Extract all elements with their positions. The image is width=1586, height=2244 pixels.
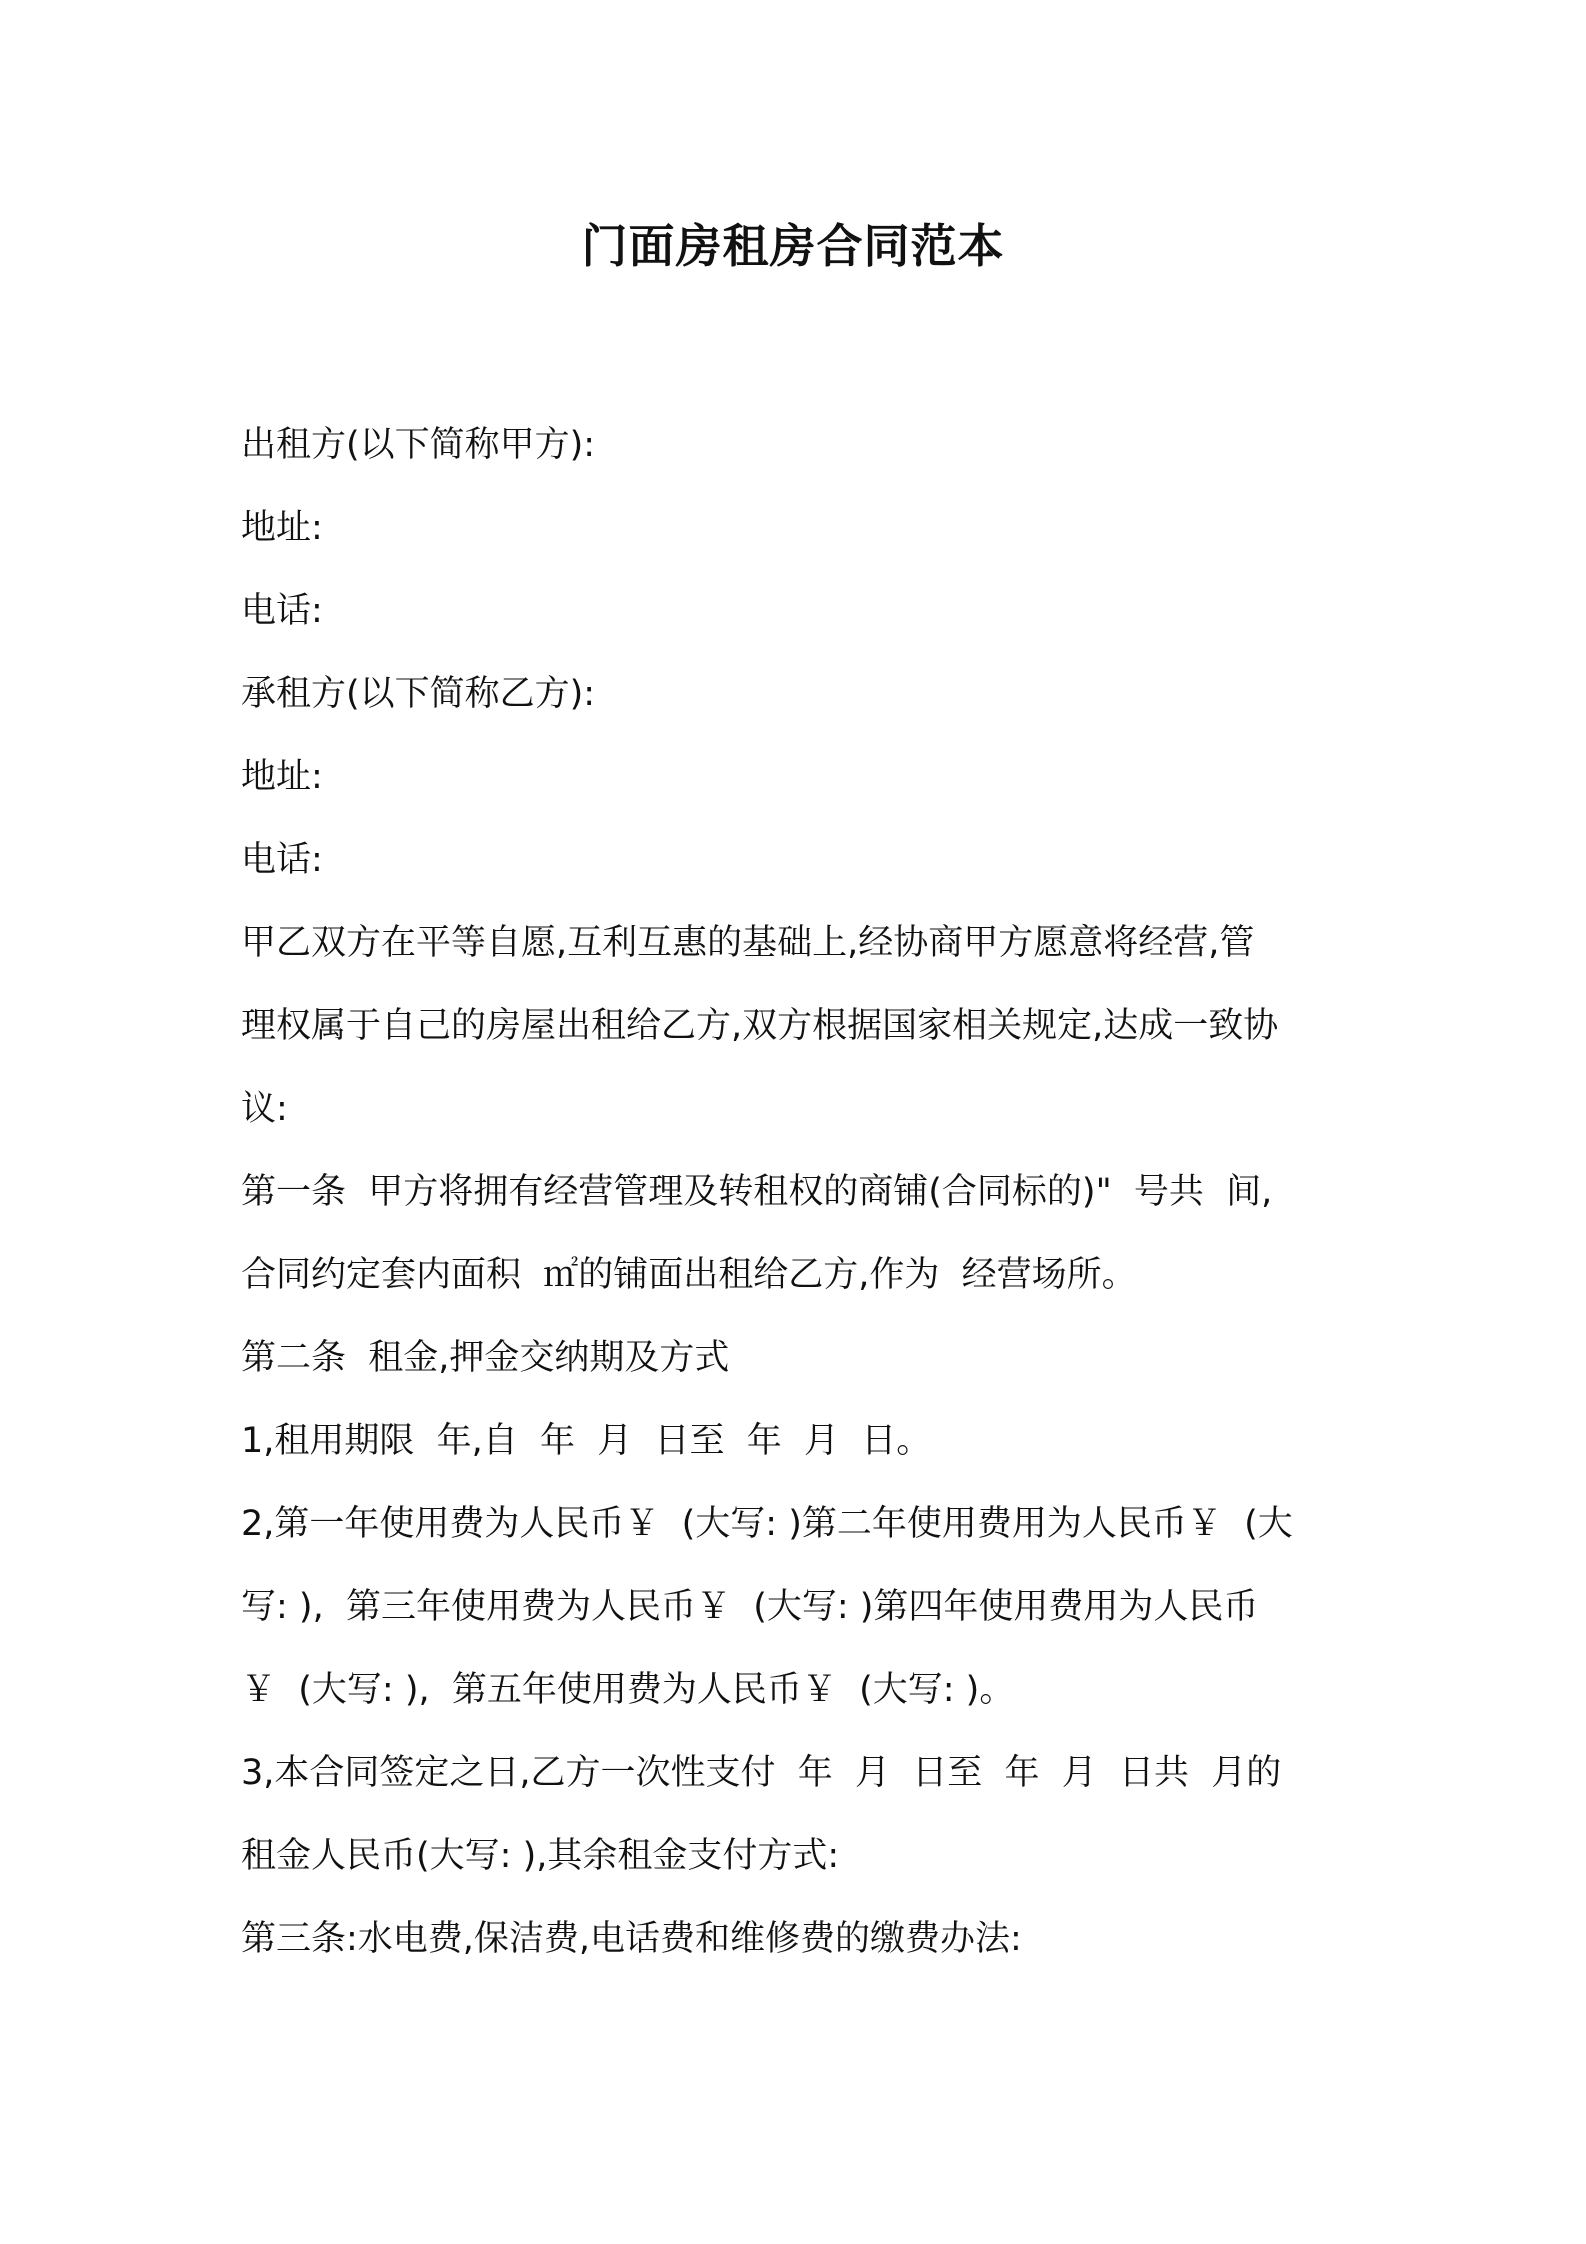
article-2-item-3: 租金人民币(大写: ),其余租金支付方式: [241, 1836, 840, 1876]
lessor-line: 出租方(以下简称甲方): [241, 425, 596, 465]
article-1-line: 第一条 甲方将拥有经营管理及转租权的商铺(合同标的)" 号共 间, [241, 1172, 1273, 1212]
lessor-phone-line: 电话: [241, 591, 323, 631]
lessee-line: 承租方(以下简称乙方): [241, 674, 596, 714]
article-2-item-2: 写: ), 第三年使用费为人民币￥ (大写: )第四年使用费用为人民币 [241, 1587, 1259, 1627]
document-body [241, 404, 1351, 1981]
article-2-item-2: 2,第一年使用费为人民币￥ (大写: )第二年使用费用为人民币￥ (大 [241, 1504, 1293, 1544]
article-2-item-3: 3,本合同签定之日,乙方一次性支付 年 月 日至 年 月 日共 月的 [241, 1753, 1282, 1793]
lessor-address-line: 地址: [241, 508, 323, 548]
article-1-line: 合同约定套内面积 ㎡的铺面出租给乙方,作为 经营场所。 [241, 1255, 1137, 1295]
article-3-heading: 第三条:水电费,保洁费,电话费和维修费的缴费办法: [241, 1919, 1022, 1959]
document-title: 门面房租房合同范本 [581, 219, 1005, 273]
preamble-line: 议: [241, 1089, 288, 1129]
preamble-line: 理权属于自己的房屋出租给乙方,双方根据国家相关规定,达成一致协 [241, 1006, 1279, 1046]
lessee-phone-line: 电话: [241, 840, 323, 880]
article-2-heading: 第二条 租金,押金交纳期及方式 [241, 1338, 730, 1378]
article-2-item-1: 1,租用期限 年,自 年 月 日至 年 月 日。 [241, 1421, 932, 1461]
lessee-address-line: 地址: [241, 757, 323, 797]
preamble-line: 甲乙双方在平等自愿,互利互惠的基础上,经协商甲方愿意将经营,管 [241, 923, 1255, 963]
article-2-item-2: ￥ (大写: ), 第五年使用费为人民币￥ (大写: )。 [241, 1670, 1015, 1710]
